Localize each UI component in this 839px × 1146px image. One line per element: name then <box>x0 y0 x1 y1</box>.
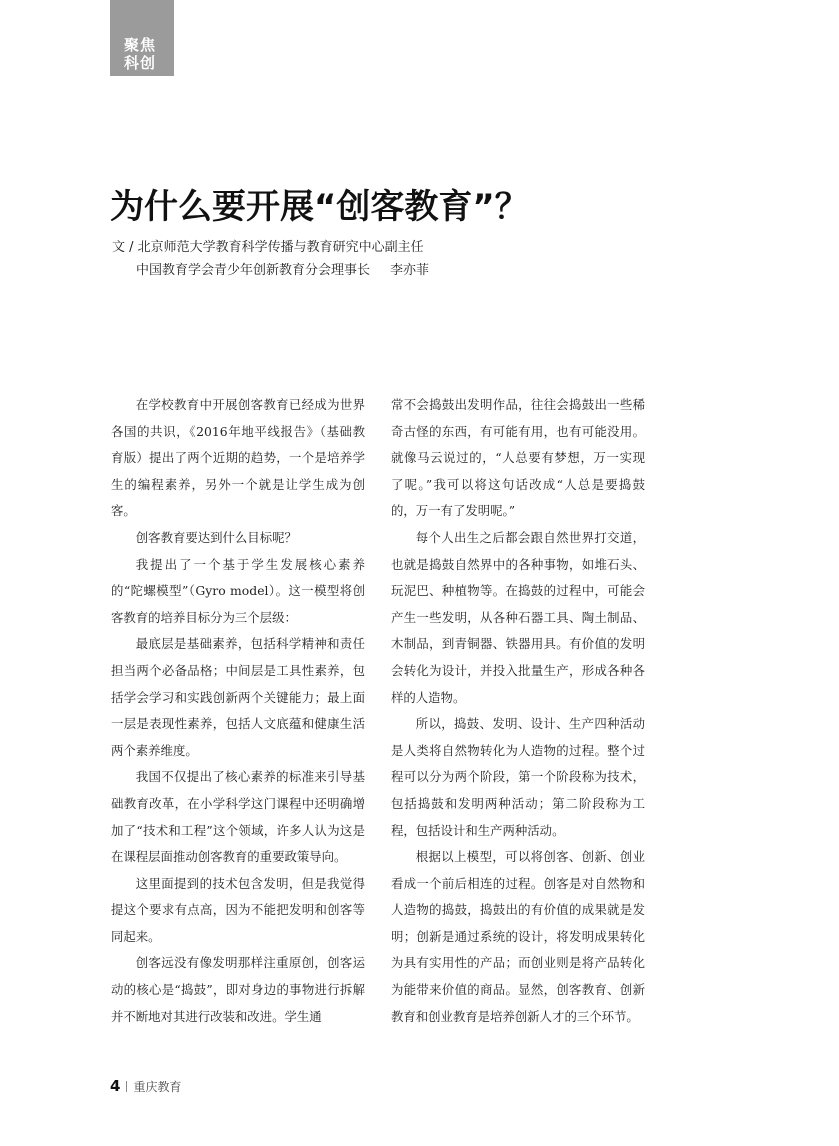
paragraph: 最底层是基础素养，包括科学精神和责任担当两个必备品格；中间层是工具性素养，包括学会学习和实践创新两个关键能力；最上面一层是表现性素养，包括人文底蕴和健康生活两个素养维度。 <box>111 636 365 758</box>
section-tab-line1: 聚焦 <box>124 36 157 54</box>
page-footer <box>110 1077 181 1095</box>
paragraph: 所以，捣鼓、发明、设计、生产四种活动是人类将自然物转化为人造物的过程。整个过程可以分为两个阶段，第一个阶段称为技术，包括捣鼓和发明两种活动；第二阶段称为工程，包括设计和生产两种活动。 <box>391 716 645 838</box>
paragraph: 根据以上模型，可以将创客、创新、创业看成一个前后相连的过程。创客是对自然物和人造物的捣鼓，捣鼓出的有价值的成果就是发明；创新是通过系统的设计，将发明成果转化为具有实用性的产品；而创业则是将产品转化为能带来价值的商品。显然，创客教育、创新教育和创业教育是培养创新人才的三个环节。 <box>391 849 645 1024</box>
byline-role-line <box>112 259 429 282</box>
paragraph: 每个人出生之后都会跟自然世界打交道，也就是捣鼓自然界中的各种事物，如堆石头、玩泥巴、种植物等。在捣鼓的过程中，可能会产生一些发明，从各种石器工具、陶土制品、木制品，到青铜器、铁器用具。有价值的发明会转化为设计，并投入批量生产，形成各种各样的人造物。 <box>391 529 645 705</box>
paragraph: 我提出了一个基于学生发展核心素养的“陀螺模型”（Gyro model）。这一模型将创客教育的培养目标分为三个层级： <box>111 556 365 625</box>
publication-name: 重庆教育 <box>133 1080 182 1094</box>
article-column-right <box>391 392 645 1030</box>
byline-role: 中国教育学会青少年创新教育分会理事长 <box>136 263 371 278</box>
article-column-left <box>111 392 365 1030</box>
section-tab-line2: 科创 <box>124 54 157 72</box>
section-tab <box>110 0 174 76</box>
byline <box>112 236 429 282</box>
paragraph: 这里面提到的技术包含发明，但是我觉得提这个要求有点高，因为不能把发明和创客等同起来。 <box>111 875 365 944</box>
paragraph: 创客远没有像发明那样注重原创，创客运动的核心是“捣鼓”，即对身边的事物进行拆解并不断地对其进行改装和改进。学生通 <box>111 955 365 1024</box>
paragraph: 在学校教育中开展创客教育已经成为世界各国的共识，《2016年地平线报告》（基础教育版）提出了两个近期的趋势，一个是培养学生的编程素养，另外一个就是让学生成为创客。 <box>111 397 365 519</box>
paragraph-continued: 常不会捣鼓出发明作品，往往会捣鼓出一些稀奇古怪的东西，有可能有用，也有可能没用。就像马云说过的，“人总要有梦想，万一实现了呢。”我可以将这句话改成“人总是要捣鼓的，万一有了发明呢。” <box>391 397 645 519</box>
paragraph: 创客教育要达到什么目标呢？ <box>135 529 297 545</box>
page-number: 4 <box>110 1077 121 1095</box>
byline-author: 李亦菲 <box>390 263 430 278</box>
byline-affiliation: 文 / 北京师范大学教育科学传播与教育研究中心副主任 <box>112 240 424 255</box>
footer-divider <box>126 1081 127 1092</box>
paragraph: 我国不仅提出了核心素养的标准来引导基础教育改革，在小学科学这门课程中还明确增加了“技术和工程”这个领域，许多人认为这是在课程层面推动创客教育的重要政策导向。 <box>111 769 365 865</box>
article-title: 为什么要开展“创客教育”？ <box>110 187 529 227</box>
